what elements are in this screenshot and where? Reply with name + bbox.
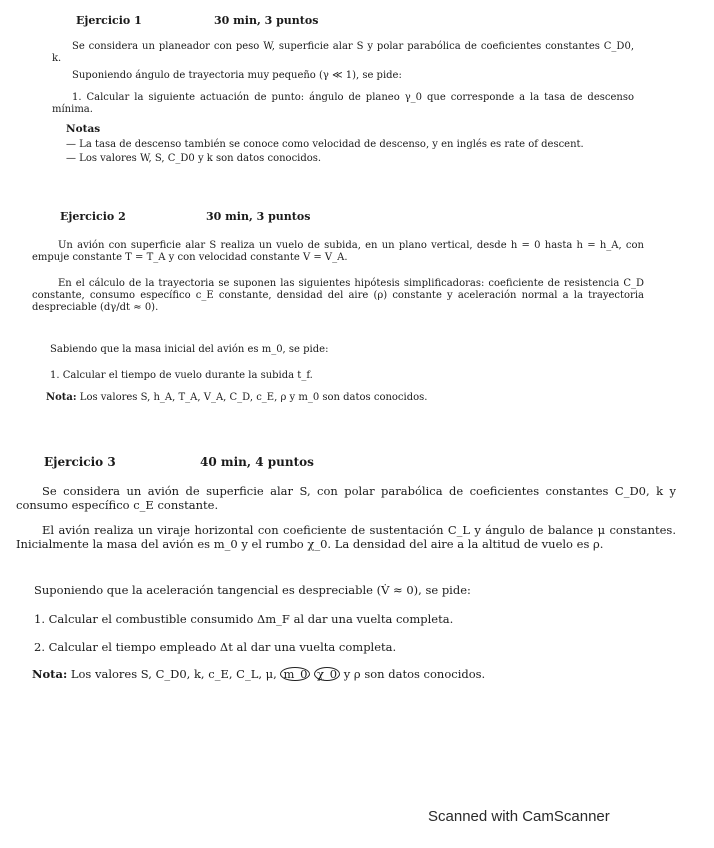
exercise-1-statement: Se considera un planeador con peso W, superficie alar S y polar parabólica de coeficientes constantes C_D0, k.	[52, 41, 634, 64]
exercise-3-header	[44, 455, 314, 469]
exercise-3-note-text-a: Los valores S, C_D0, k, c_E, C_L, μ,	[70, 667, 277, 681]
exercise-1-meta: 30 min, 3 puntos	[214, 14, 319, 27]
exercise-3-note-label: Nota:	[32, 667, 68, 681]
exercise-1-header	[76, 14, 319, 27]
exercise-1-title: Ejercicio 1	[76, 14, 142, 27]
camscanner-watermark: Scanned with CamScanner	[428, 808, 610, 825]
exercise-3-note-circled-heading: χ_0	[314, 667, 340, 681]
exercise-2-title: Ejercicio 2	[60, 210, 126, 223]
exercise-1-question-1: 1. Calcular la siguiente actuación de punto: ángulo de planeo γ_0 que corresponde a la tasa de descenso mínima.	[52, 92, 634, 115]
exercise-2-note-text: Los valores S, h_A, T_A, V_A, C_D, c_E, ρ y m_0 son datos conocidos.	[79, 392, 428, 403]
exercise-3-statement: Se considera un avión de superficie alar S, con polar parabólica de coeficientes constantes C_D0, k y consumo específico c_E constante.	[16, 484, 676, 512]
exercise-1-note-1: — La tasa de descenso también se conoce como velocidad de descenso, y en inglés es rate of descent.	[66, 139, 584, 150]
exercise-2-meta: 30 min, 3 puntos	[206, 210, 311, 223]
exercise-1-note-2: — Los valores W, S, C_D0 y k son datos conocidos.	[66, 153, 322, 164]
exercise-3-question-2: 2. Calcular el tiempo empleado Δt al dar una vuelta completa.	[34, 640, 397, 654]
exercise-2-given: Sabiendo que la masa inicial del avión es m_0, se pide:	[50, 344, 329, 355]
exercise-3-given: Suponiendo que la aceleración tangencial es despreciable (V̇ ≈ 0), se pide:	[34, 583, 471, 597]
exercise-1-notes-title: Notas	[66, 123, 101, 135]
exercise-3-turn-description: El avión realiza un viraje horizontal con coeficiente de sustentación C_L y ángulo de balance μ constantes. Inicialmente la masa del avión es m_0 y el rumbo χ_0. La densidad del aire a la altitud de vuelo es ρ.	[16, 523, 676, 551]
exercise-2-note-label: Nota:	[46, 392, 77, 403]
exercise-3-note-circled-mass: m_0	[280, 667, 310, 681]
exercise-2-question-1: 1. Calcular el tiempo de vuelo durante la subida t_f.	[50, 370, 313, 381]
exercise-3-note	[32, 667, 672, 681]
exercise-2-statement: Un avión con superficie alar S realiza un vuelo de subida, en un plano vertical, desde h = 0 hasta h = h_A, con empuje constante T = T_A y con velocidad constante V = V_A.	[32, 240, 644, 263]
exercise-3-question-1: 1. Calcular el combustible consumido Δm_F al dar una vuelta completa.	[34, 612, 454, 626]
exercise-2-header	[60, 210, 311, 223]
exercise-2-hypotheses: En el cálculo de la trayectoria se suponen las siguientes hipótesis simplificadoras: coeficiente de resistencia C_D constante, consumo específico c_E constante, densidad del aire (ρ) constante y aceleración normal a la trayectoria despreciable (dγ/dt ≈ 0).	[32, 278, 644, 313]
exercise-3-note-text-b: y ρ son datos conocidos.	[343, 667, 486, 681]
exercise-3-meta: 40 min, 4 puntos	[200, 455, 314, 469]
exercise-2-note	[46, 392, 644, 404]
exercise-3-title: Ejercicio 3	[44, 455, 116, 469]
exercise-1-assumption: Suponiendo ángulo de trayectoria muy pequeño (γ ≪ 1), se pide:	[72, 70, 402, 81]
